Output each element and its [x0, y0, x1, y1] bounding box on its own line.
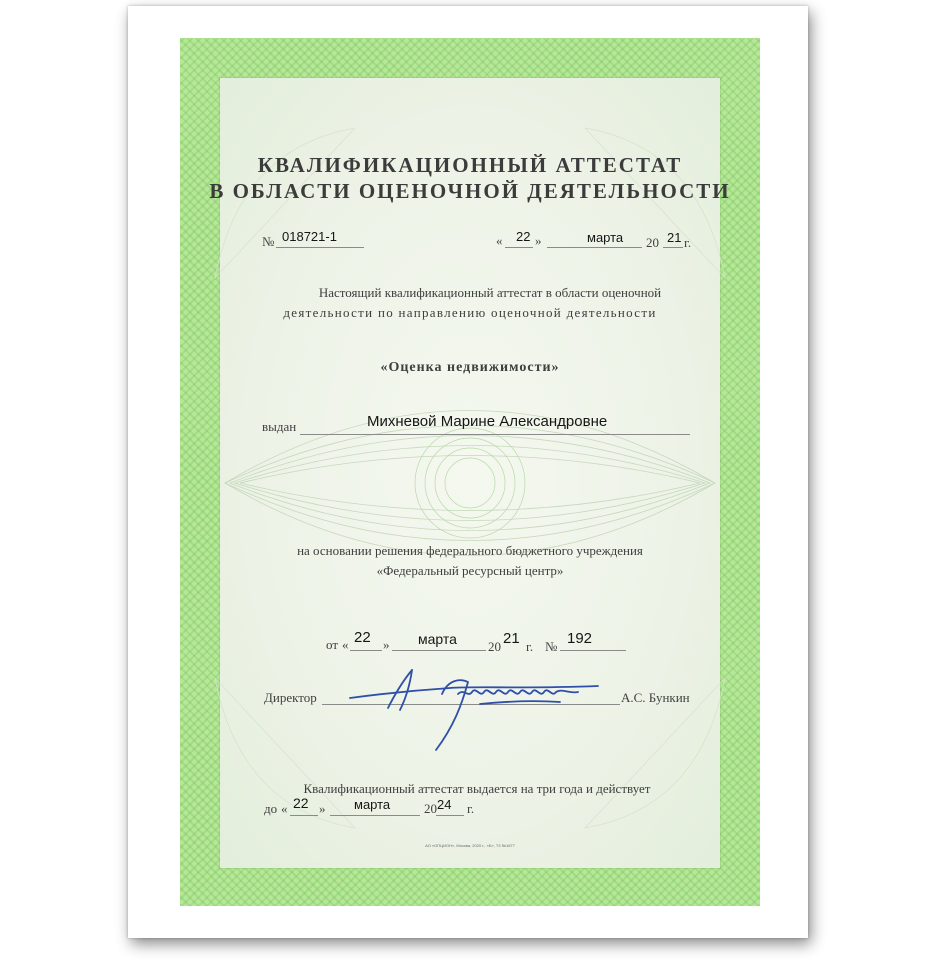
certificate-title-line1: КВАЛИФИКАЦИОННЫЙ АТТЕСТАТ — [257, 153, 683, 177]
director-name: А.С. Бункин — [621, 690, 690, 705]
valid-until-year-suffix: 24 — [437, 797, 452, 812]
valid-until-year-prefix: 20 — [424, 801, 437, 816]
issue-day-underline — [505, 247, 533, 248]
certificate-number: 018721-1 — [282, 229, 337, 244]
holder-name: Михневой Марине Александровне — [367, 413, 608, 430]
intro-line1: Настоящий квалификационный аттестат в области оценочной — [318, 285, 662, 300]
issue-date-year-prefix: 20 — [646, 235, 659, 250]
issue-month-underline — [547, 247, 642, 248]
issue-date-day: 22 — [516, 229, 531, 244]
decision-number: 192 — [567, 630, 593, 647]
issue-date-year-unit: г. — [684, 235, 692, 250]
valid-until-open-quote: « — [281, 801, 288, 816]
holder-underline — [300, 434, 690, 435]
validity-line: Квалификационный аттестат выдается на три года и действует — [303, 781, 651, 796]
decision-year-suffix: 21 — [503, 630, 520, 647]
printer-imprint: АО «ОПЦИОН», Москва, 2020 г., «Б», Т3 №1677 — [425, 843, 515, 848]
director-signature — [330, 664, 610, 760]
certificate-title-line2: В ОБЛАСТИ ОЦЕНОЧНОЙ ДЕЯТЕЛЬНОСТИ — [209, 179, 731, 203]
valid-until-year-unit: г. — [467, 801, 475, 816]
number-underline — [276, 247, 364, 248]
valid-until-label: до — [264, 801, 278, 816]
valuation-direction: «Оценка недвижимости» — [380, 360, 560, 375]
basis-line2: «Федеральный ресурсный центр» — [376, 563, 564, 578]
decision-number-underline — [560, 650, 626, 651]
decision-from-label: от — [326, 637, 339, 652]
number-label: № — [262, 234, 275, 249]
decision-day: 22 — [354, 629, 371, 646]
issued-to-label: выдан — [262, 419, 297, 434]
issue-date-month: марта — [587, 230, 624, 245]
valid-until-month: марта — [354, 797, 391, 812]
issue-year-underline — [663, 247, 683, 248]
decision-year-prefix: 20 — [488, 639, 501, 654]
valid-until-close-quote: » — [319, 801, 326, 816]
intro-line2: деятельности по направлению оценочной деятельности — [283, 305, 657, 320]
issue-date-open-quote: « — [496, 233, 503, 248]
issue-date-year-suffix: 21 — [667, 230, 682, 245]
decision-open-quote: « — [342, 637, 349, 652]
decision-month-underline — [392, 650, 486, 651]
decision-day-underline — [350, 650, 382, 651]
valid-until-day: 22 — [293, 795, 309, 811]
basis-line1: на основании решения федерального бюджетного учреждения — [297, 543, 643, 558]
decision-number-label: № — [545, 639, 558, 654]
director-label: Директор — [264, 690, 317, 705]
valid-day-underline — [290, 815, 318, 816]
decision-month: марта — [418, 631, 457, 647]
issue-date-close-quote: » — [535, 233, 542, 248]
decision-year-unit: г. — [526, 639, 534, 654]
decision-close-quote: » — [383, 637, 390, 652]
valid-month-underline — [330, 815, 420, 816]
valid-year-underline — [436, 815, 464, 816]
